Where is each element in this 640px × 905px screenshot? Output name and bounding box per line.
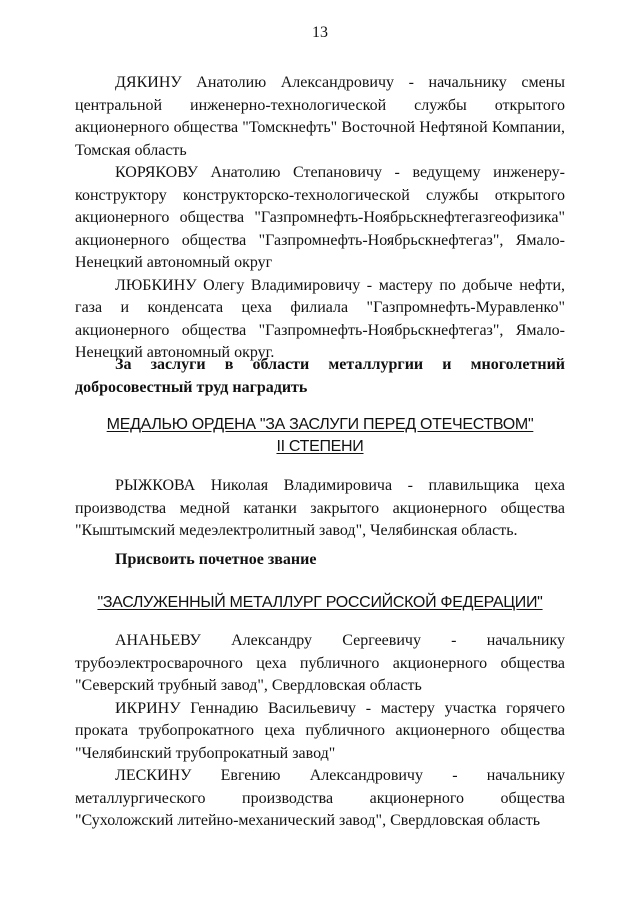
awardee-paragraph-lyubkin: ЛЮБКИНУ Олегу Владимировичу - мастеру по добыче нефти, газа и конденсата цеха филиала "Газпромнефть-Муравленко" акционерного общества "Газпромнефть-Ноябрьскнефтегаз", Ямало-Ненецкий автономный округ. xyxy=(75,276,565,361)
section-heading: За заслуги в области металлургии и многолетний добросовестный труд наградить xyxy=(75,356,565,396)
section-heading: Присвоить почетное звание xyxy=(115,551,317,568)
awardee-list-medal xyxy=(75,475,565,543)
honorary-title xyxy=(75,592,565,614)
decree-heading-title xyxy=(75,549,565,572)
decree-heading-metallurgy xyxy=(75,354,565,399)
award-title-line2: II СТЕПЕНИ xyxy=(276,438,364,455)
awardee-paragraph-ryzhkov: РЫЖКОВА Николая Владимировича - плавильщика цеха производства медной катанки закрытого акционерного общества "Кыштымский медеэлектролитный завод", Челябинская область. xyxy=(75,477,565,539)
award-title-medal xyxy=(75,414,565,458)
awardee-paragraph-ikrin: ИКРИНУ Геннадию Васильевичу - мастеру участка горячего проката трубопрокатного цеха публичного акционерного общества "Челябинский трубопрокатный завод" xyxy=(75,699,565,762)
awardee-paragraph-koryakov: КОРЯКОВУ Анатолию Степановичу - ведущему инженеру-конструктору конструкторско-технологической службы открытого акционерного общества "Газпромнефть-Ноябрьскнефтегазгеофизика" акционерного общества "Газпромнефть-Ноябрьскнефтегаз", Ямало-Ненецкий автономный округ xyxy=(75,164,565,271)
awardee-paragraph-dyakin: ДЯКИНУ Анатолию Александровичу - начальнику смены центральной инженерно-технологической службы открытого акционерного общества "Томскнефть" Восточной Нефтяной Компании, Томская область xyxy=(75,74,565,159)
honorary-title-text: "ЗАСЛУЖЕННЫЙ МЕТАЛЛУРГ РОССИЙСКОЙ ФЕДЕРАЦИИ" xyxy=(97,594,543,611)
awardee-paragraph-leskin: ЛЕСКИНУ Евгению Александровичу - начальнику металлургического производства акционерного общества "Сухоложский литейно-механический завод", Свердловская область xyxy=(75,767,565,829)
awardees-list-oil xyxy=(75,72,565,365)
award-title-line1: МЕДАЛЬЮ ОРДЕНА "ЗА ЗАСЛУГИ ПЕРЕД ОТЕЧЕСТВОМ" xyxy=(106,416,534,433)
awardees-list-metallurgist xyxy=(75,630,565,833)
awardee-paragraph-ananyev: АНАНЬЕВУ Александру Сергеевичу - начальнику трубоэлектросварочного цеха публичного акционерного общества "Северский трубный завод", Свердловская область xyxy=(75,632,565,694)
page-number: 13 xyxy=(312,24,328,41)
